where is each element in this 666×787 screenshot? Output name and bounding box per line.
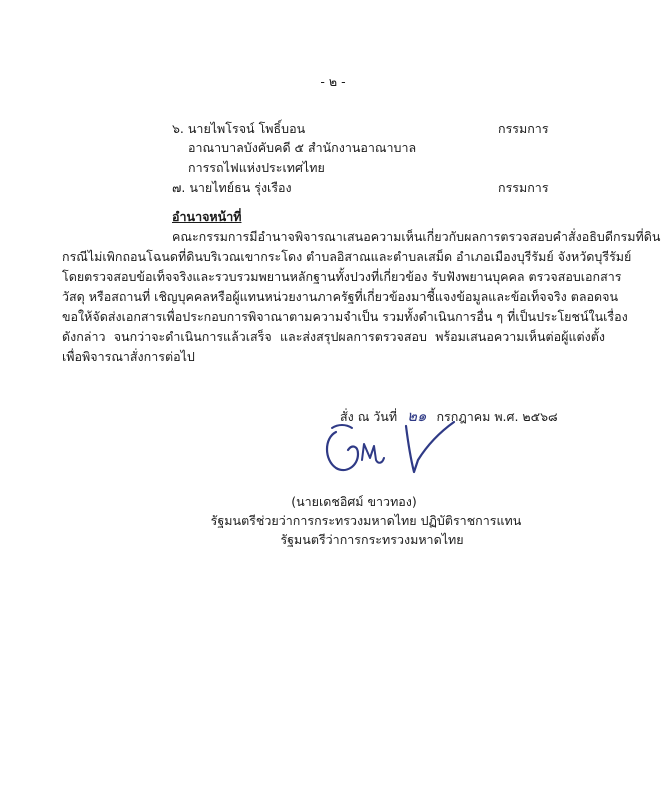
order-date-day: ๒๑: [407, 407, 427, 425]
member-6-name: ๖. นายไพโรจน์ โพธิ์บอน: [172, 121, 306, 136]
duties-line-7: เพื่อพิจารณาสั่งการต่อไป: [62, 349, 195, 364]
duties-line-3: โดยตรวจสอบข้อเท็จจริงและรวบรวมพยานหลักฐานทั้งปวงที่เกี่ยวข้อง รับฟังพยานบุคคล ตรวจสอบเอกสาร: [62, 269, 622, 284]
signature: [318, 420, 458, 482]
duties-line-5: ขอให้จัดส่งเอกสารเพื่อประกอบการพิจาณาตามความจำเป็น รวมทั้งดำเนินการอื่น ๆ ที่เป็นประโยชน์ในเรื่อง: [62, 309, 628, 324]
duties-line-2: กรณีไม่เพิกถอนโฉนดที่ดินบริเวณเขากระโดง ตำบลอิสาณและตำบลเสม็ด อำเภอเมืองบุรีรัมย์ จังหวัดบุรีรัมย์: [62, 249, 632, 264]
order-date-month-year: กรกฎาคม พ.ศ. ๒๕๖๘: [436, 409, 558, 424]
duties-line-6: ดังกล่าว จนกว่าจะดำเนินการแล้วเสร็จ และส่งสรุปผลการตรวจสอบ พร้อมเสนอความเห็นต่อผู้แต่งตั้ง: [62, 329, 605, 344]
member-6-position: อาณาบาลบังคับคดี ๕ สำนักงานอาณาบาล: [188, 140, 417, 155]
signer-name: (นายเดชอิศม์ ขาวทอง): [291, 494, 417, 509]
signer-title-principal: รัฐมนตรีว่าการกระทรวงมหาดไทย: [280, 532, 464, 547]
duties-line-4: วัสดุ หรือสถานที่ เชิญบุคคลหรือผู้แทนหน่วยงานภาครัฐที่เกี่ยวข้องมาชี้แจงข้อมูลและข้อเท็จจริง ตลอดจน: [62, 289, 619, 304]
member-6-role: กรรมการ: [498, 121, 549, 136]
order-date-prefix: สั่ง ณ วันที่: [340, 409, 398, 424]
member-7-name: ๗. นายไทย์ธน รุ่งเรือง: [172, 180, 292, 195]
duties-heading: อำนาจหน้าที่: [172, 209, 242, 224]
signer-title: รัฐมนตรีช่วยว่าการกระทรวงมหาดไทย ปฏิบัติราชการแทน: [210, 513, 522, 528]
member-7-role: กรรมการ: [498, 180, 549, 195]
page-number: - ๒ -: [320, 74, 346, 89]
duties-line-1: คณะกรรมการมีอำนาจพิจารณาเสนอความเห็นเกี่ยวกับผลการตรวจสอบคำสั่งอธิบดีกรมที่ดิน: [172, 229, 661, 244]
member-6-organization: การรถไฟแห่งประเทศไทย: [188, 160, 325, 175]
